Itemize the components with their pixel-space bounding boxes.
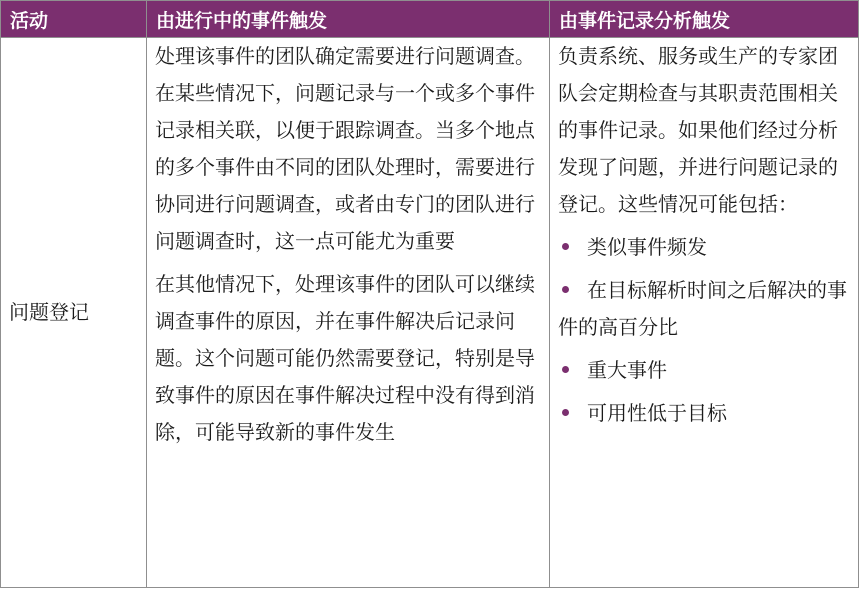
incident-paragraph-1: 处理该事件的团队确定需要进行问题调查。在某些情况下，问题记录与一个或多个事件记录相关联，以便于跟踪调查。当多个地点的多个事件由不同的团队处理时，需要进行协同进行问题调查，或者由专门的团队进行问题调查时，这一点可能尤为重要 bbox=[155, 44, 535, 253]
header-incident-triggered: 由进行中的事件触发 bbox=[147, 1, 550, 38]
list-item bbox=[558, 272, 850, 346]
bullet-dot-icon bbox=[562, 409, 569, 416]
incident-paragraph-2: 在其他情况下，处理该事件的团队可以继续调查事件的原因，并在事件解决后记录问题。这个问题可能仍然需要登记，特别是导致事件的原因在事件解决过程中没有得到消除，可能导致新的事件发生 bbox=[155, 272, 535, 444]
list-item bbox=[558, 395, 850, 432]
bullet-text: 类似事件频发 bbox=[587, 235, 707, 259]
analysis-intro: 负责系统、服务或生产的专家团队会定期检查与其职责范围相关的事件记录。如果他们经过分析发现了问题，并进行问题记录的登记。这些情况可能包括： bbox=[558, 44, 838, 216]
header-activity: 活动 bbox=[1, 1, 147, 38]
header-row bbox=[1, 1, 859, 38]
bullet-text: 可用性低于目标 bbox=[587, 401, 727, 425]
bullet-text: 重大事件 bbox=[587, 358, 667, 382]
bullet-dot-icon bbox=[562, 286, 569, 293]
bullet-dot-icon bbox=[562, 366, 569, 373]
list-item bbox=[558, 352, 850, 389]
activity-cell: 问题登记 bbox=[1, 38, 147, 588]
header-analysis-triggered: 由事件记录分析触发 bbox=[550, 1, 859, 38]
list-item bbox=[558, 229, 850, 266]
analysis-bullet-list bbox=[558, 229, 850, 432]
analysis-cell bbox=[550, 38, 859, 588]
table-row bbox=[1, 38, 859, 588]
incident-cell bbox=[147, 38, 550, 588]
bullet-dot-icon bbox=[562, 243, 569, 250]
bullet-text: 在目标解析时间之后解决的事件的高百分比 bbox=[558, 278, 847, 339]
